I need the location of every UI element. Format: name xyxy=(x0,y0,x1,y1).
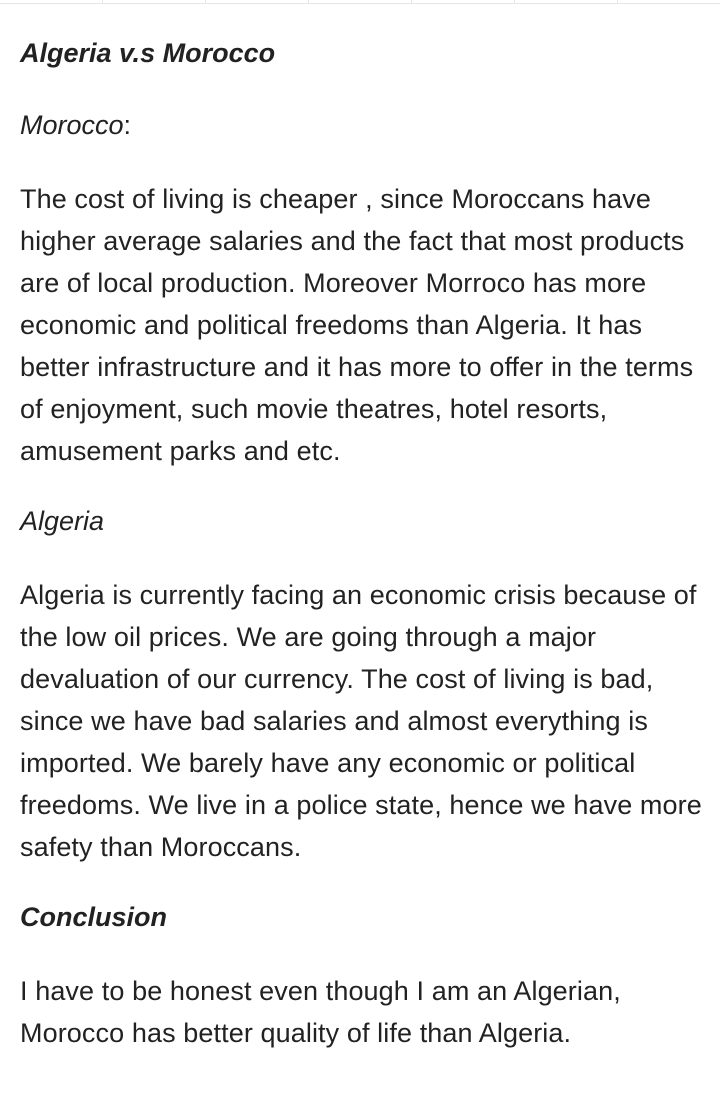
morocco-paragraph: The cost of living is cheaper , since Moroccans have higher average salaries and the fact that most products are of local production. Moreover Morroco has more economic and political freedoms than Algeria. It has better infrastructure and it has more to offer in the terms of enjoyment, such movie theatres, hotel resorts, amusement parks and etc. xyxy=(20,184,694,466)
table-edge-cell xyxy=(412,0,515,3)
table-edge-cell xyxy=(206,0,309,3)
conclusion-paragraph: I have to be honest even though I am an Algerian, Morocco has better quality of life than Algeria. xyxy=(20,976,621,1048)
morocco-heading-colon: : xyxy=(123,110,132,140)
morocco-heading-text: Morocco xyxy=(20,110,124,140)
morocco-heading xyxy=(20,106,704,144)
algeria-heading: Algeria xyxy=(20,506,105,536)
article-body xyxy=(20,34,704,1084)
table-edge-cell xyxy=(0,0,103,3)
table-edge-cell xyxy=(309,0,412,3)
table-edge-cell xyxy=(618,0,720,3)
table-edge-cell xyxy=(515,0,618,3)
top-table-edge xyxy=(0,0,720,4)
table-edge-cell xyxy=(103,0,206,3)
conclusion-heading: Conclusion xyxy=(20,902,167,932)
algeria-paragraph: Algeria is currently facing an economic crisis because of the low oil prices. We are going through a major devaluation of our currency. The cost of living is bad, since we have bad salaries and almost everything is imported. We barely have any economic or political freedoms. We live in a police state, hence we have more safety than Moroccans. xyxy=(20,580,702,862)
article-title: Algeria v.s Morocco xyxy=(20,38,276,68)
